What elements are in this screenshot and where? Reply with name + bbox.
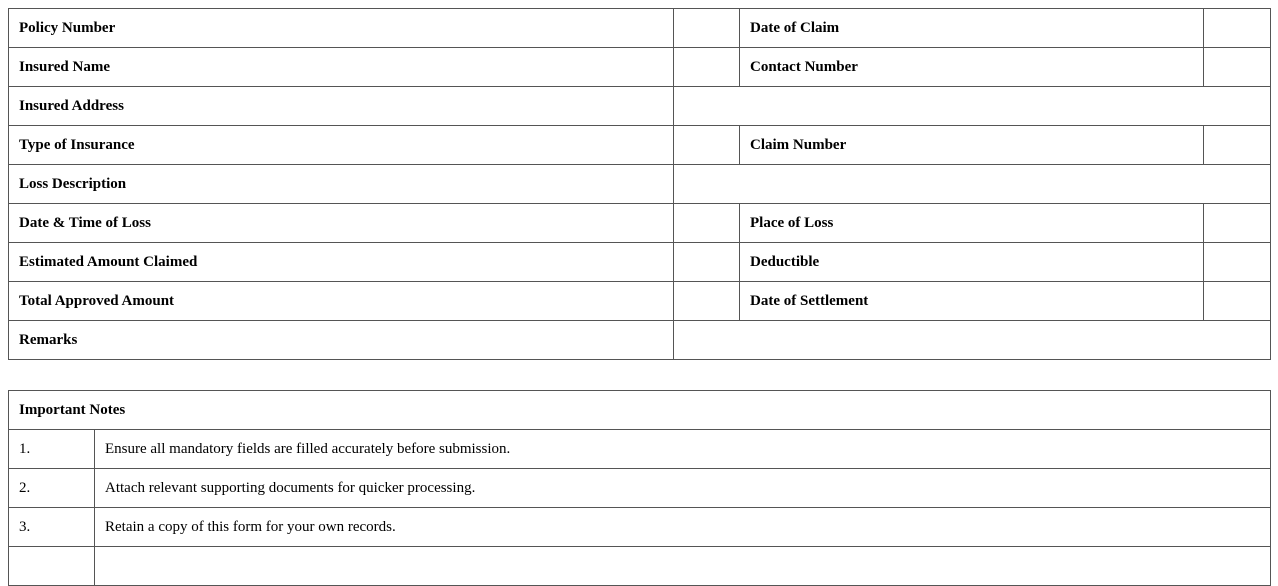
table-row	[9, 204, 1271, 243]
insured-name-field[interactable]	[674, 48, 740, 87]
table-row	[9, 165, 1271, 204]
notes-title: Important Notes	[9, 391, 1271, 430]
date-time-of-loss-field[interactable]	[674, 204, 740, 243]
table-row	[9, 282, 1271, 321]
total-approved-label: Total Approved Amount	[9, 282, 674, 321]
table-row	[9, 48, 1271, 87]
place-of-loss-field[interactable]	[1204, 204, 1271, 243]
policy-number-label: Policy Number	[9, 9, 674, 48]
table-row	[9, 321, 1271, 360]
important-notes-table	[8, 390, 1271, 586]
claim-number-field[interactable]	[1204, 126, 1271, 165]
loss-description-label: Loss Description	[9, 165, 674, 204]
insured-address-label: Insured Address	[9, 87, 674, 126]
list-item	[9, 469, 1271, 508]
table-row	[9, 126, 1271, 165]
note-text	[95, 547, 1271, 586]
type-of-insurance-label: Type of Insurance	[9, 126, 674, 165]
claim-number-label: Claim Number	[740, 126, 1204, 165]
contact-number-field[interactable]	[1204, 48, 1271, 87]
deductible-label: Deductible	[740, 243, 1204, 282]
note-text: Attach relevant supporting documents for quicker processing.	[95, 469, 1271, 508]
list-item	[9, 508, 1271, 547]
estimated-amount-field[interactable]	[674, 243, 740, 282]
date-of-claim-field[interactable]	[1204, 9, 1271, 48]
table-row	[9, 87, 1271, 126]
deductible-field[interactable]	[1204, 243, 1271, 282]
date-of-settlement-label: Date of Settlement	[740, 282, 1204, 321]
note-number: 1.	[9, 430, 95, 469]
place-of-loss-label: Place of Loss	[740, 204, 1204, 243]
note-number	[9, 547, 95, 586]
note-number: 3.	[9, 508, 95, 547]
policy-number-field[interactable]	[674, 9, 740, 48]
date-of-settlement-field[interactable]	[1204, 282, 1271, 321]
list-item	[9, 430, 1271, 469]
type-of-insurance-field[interactable]	[674, 126, 740, 165]
insured-name-label: Insured Name	[9, 48, 674, 87]
note-text: Ensure all mandatory fields are filled accurately before submission.	[95, 430, 1271, 469]
note-text: Retain a copy of this form for your own records.	[95, 508, 1271, 547]
estimated-amount-label: Estimated Amount Claimed	[9, 243, 674, 282]
remarks-label: Remarks	[9, 321, 674, 360]
loss-description-field[interactable]	[674, 165, 1271, 204]
date-of-claim-label: Date of Claim	[740, 9, 1204, 48]
contact-number-label: Contact Number	[740, 48, 1204, 87]
table-row	[9, 243, 1271, 282]
date-time-of-loss-label: Date & Time of Loss	[9, 204, 674, 243]
list-item	[9, 547, 1271, 586]
remarks-field[interactable]	[674, 321, 1271, 360]
insured-address-field[interactable]	[674, 87, 1271, 126]
table-row	[9, 391, 1271, 430]
table-row	[9, 9, 1271, 48]
note-number: 2.	[9, 469, 95, 508]
claim-details-table	[8, 8, 1271, 360]
total-approved-field[interactable]	[674, 282, 740, 321]
